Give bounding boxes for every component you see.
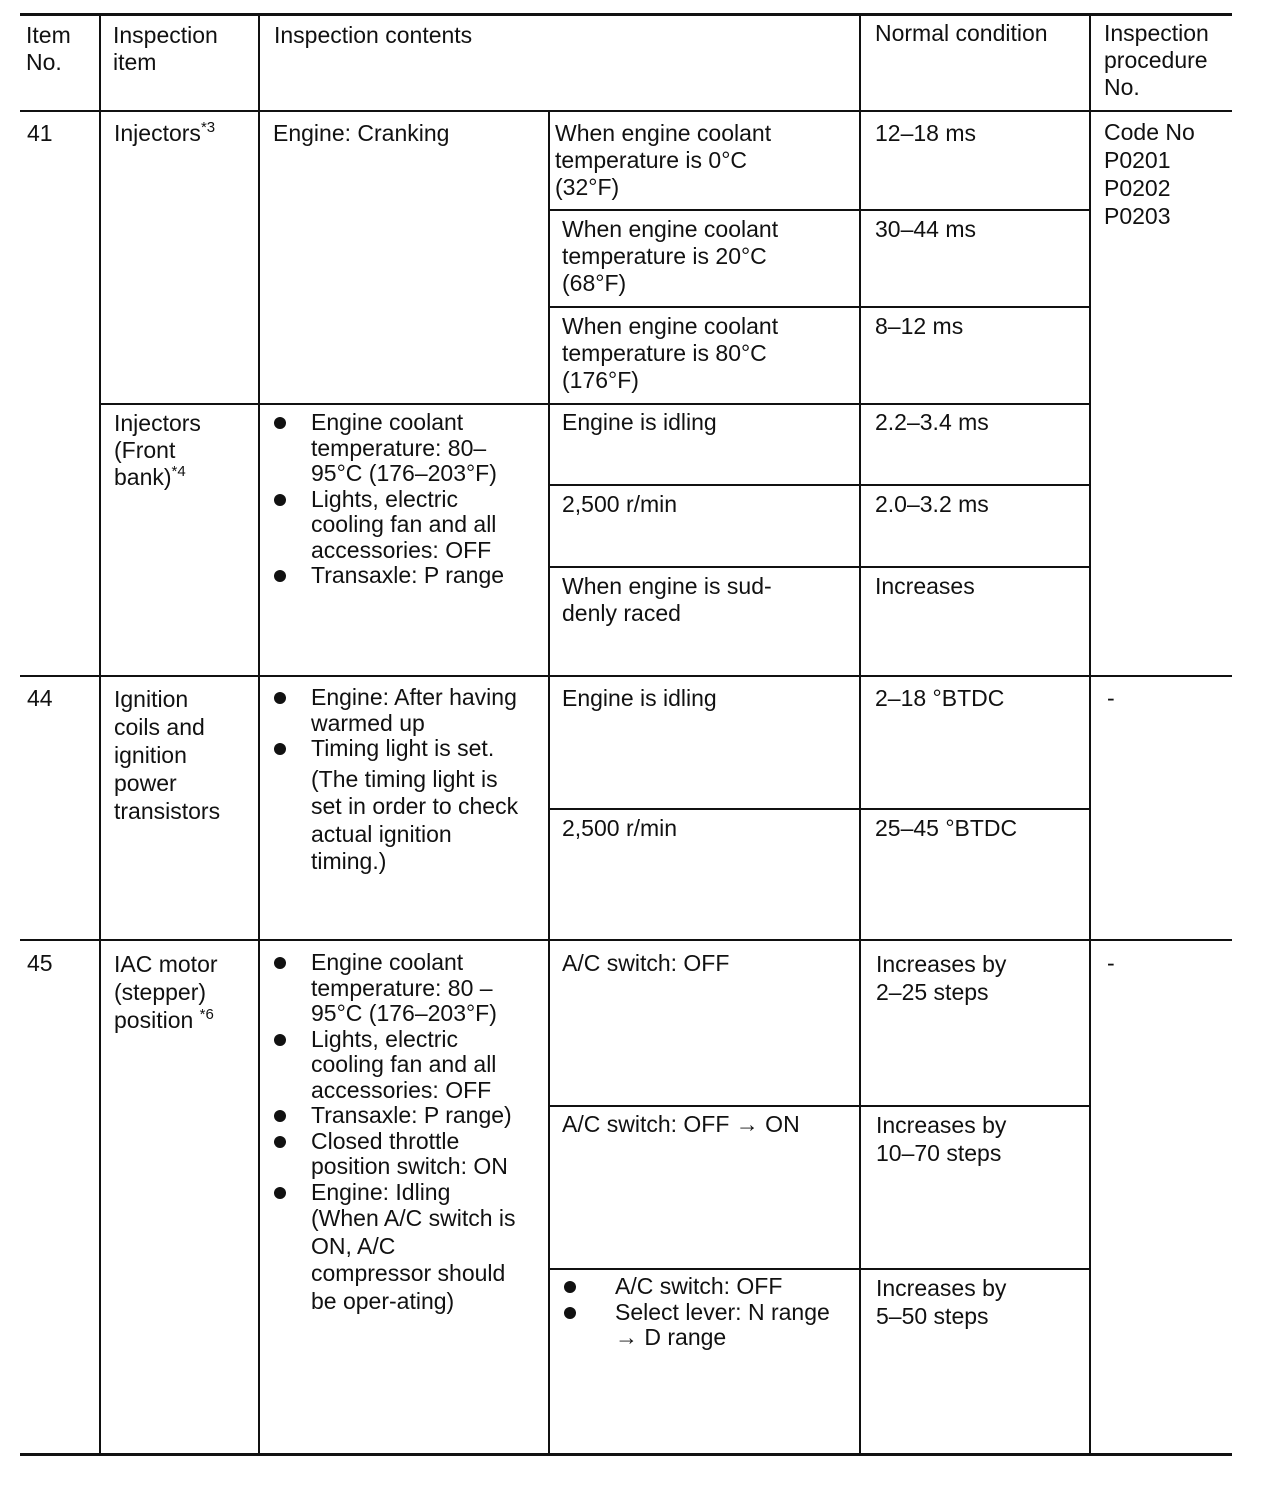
condition-idling: Engine is idling [562,409,717,435]
col-rule [99,13,101,1454]
contents-ignition [259,685,521,876]
normal-2500-44: 25–45 °BTDC [875,815,1018,841]
condition-raced: When engine is sud- denly raced [562,573,772,626]
contents-iac [259,950,521,1315]
normal-select-lever: Increases by 5–50 steps [876,1275,1007,1329]
col-rule [1089,13,1091,1454]
condition-0c: When engine coolant temperature is 0°C (32°F) [555,120,772,200]
col-rule [859,13,861,1454]
procedure-45: - [1107,950,1115,976]
header-bottom-rule [20,110,1232,112]
rule [548,1105,1090,1107]
item-iac-motor [114,950,256,1034]
normal-2500: 2.0–3.2 ms [875,491,989,517]
contents-front-bank [259,410,521,589]
bullet-item: Transaxle: P range) [259,1103,521,1129]
rule [548,209,1090,211]
item-label: IAC motor (stepper) position [114,951,218,1033]
condition-idling-44: Engine is idling [562,685,717,711]
item-label: Injectors (Front bank) [114,410,201,490]
normal-idling-44: 2–18 °BTDC [875,685,1005,711]
item-injectors-front-bank [114,410,256,491]
contents-cranking: Engine: Cranking [273,120,450,146]
bullet-item: A/C switch: OFF [549,1274,839,1300]
normal-80c: 8–12 ms [875,313,964,339]
header-normal-condition: Normal condition [875,20,1048,46]
procedure-codes: Code No P0201 P0202 P0203 [1104,119,1195,229]
rule [20,939,1232,941]
ac-compressor-note: (When A/C switch is ON, A/C compressor should be oper-ating) [311,1205,516,1314]
rule [548,484,1090,486]
footnote-mark: *4 [171,463,186,480]
footnote-mark: *6 [199,1006,214,1023]
normal-ac-off: Increases by 2–25 steps [876,951,1007,1005]
rule [548,306,1090,308]
header-procedure-no: Inspection procedure No. [1104,20,1209,100]
item-ignition-coils: Ignition coils and ignition power transistors [114,686,221,824]
header-item-no: Item No. [26,22,71,75]
condition-select-lever [549,1274,839,1351]
bullet-item: Engine coolant temperature: 80–95°C (176–203°F) [259,410,521,487]
rule [100,403,1090,405]
rule [548,1268,1090,1270]
procedure-44: - [1107,685,1115,711]
condition-ac-off-on: A/C switch: OFF → ON [562,1111,800,1137]
condition-80c: When engine coolant temperature is 80°C (176°F) [562,313,779,393]
item-no-45: 45 [27,950,53,976]
normal-ac-off-on: Increases by 10–70 steps [876,1112,1007,1166]
bullet-item: Closed throttle position switch: ON [259,1129,521,1180]
normal-idling: 2.2–3.4 ms [875,409,989,435]
rule [20,675,1232,677]
normal-raced: Increases [875,573,975,599]
bullet-item: Engine: After having warmed up [259,685,521,736]
table-top-rule [20,13,1232,16]
header-inspection-contents: Inspection contents [274,22,473,48]
table-bottom-rule [20,1453,1232,1456]
item-injectors [114,120,256,147]
normal-0c: 12–18 ms [875,120,977,146]
bullet-item: Engine coolant temperature: 80 – 95°C (176–203°F) [259,950,521,1027]
bullet-item: Select lever: N range → D range [549,1300,839,1351]
footnote-mark: *3 [200,119,216,136]
timing-light-note: (The timing light is set in order to check actual ignition timing.) [311,765,519,874]
bullet-item: Lights, electric cooling fan and all accessories: OFF [259,487,521,564]
item-no-44: 44 [27,685,53,711]
condition-2500: 2,500 r/min [562,491,678,517]
bullet-item: Transaxle: P range [259,563,521,589]
condition-20c: When engine coolant temperature is 20°C (68°F) [562,216,779,296]
bullet-item: Lights, electric cooling fan and all accessories: OFF [259,1027,521,1104]
bullet-item: Timing light is set. [259,736,521,762]
rule [548,566,1090,568]
col-rule [548,110,550,1454]
condition-ac-off: A/C switch: OFF [562,950,730,976]
bullet-item: Engine: Idling [259,1180,521,1206]
rule [548,808,1090,810]
condition-2500-44: 2,500 r/min [562,815,678,841]
normal-20c: 30–44 ms [875,216,977,242]
header-inspection-item: Inspection item [113,22,218,75]
item-no-41: 41 [27,120,53,146]
item-label: Injectors [114,120,201,146]
